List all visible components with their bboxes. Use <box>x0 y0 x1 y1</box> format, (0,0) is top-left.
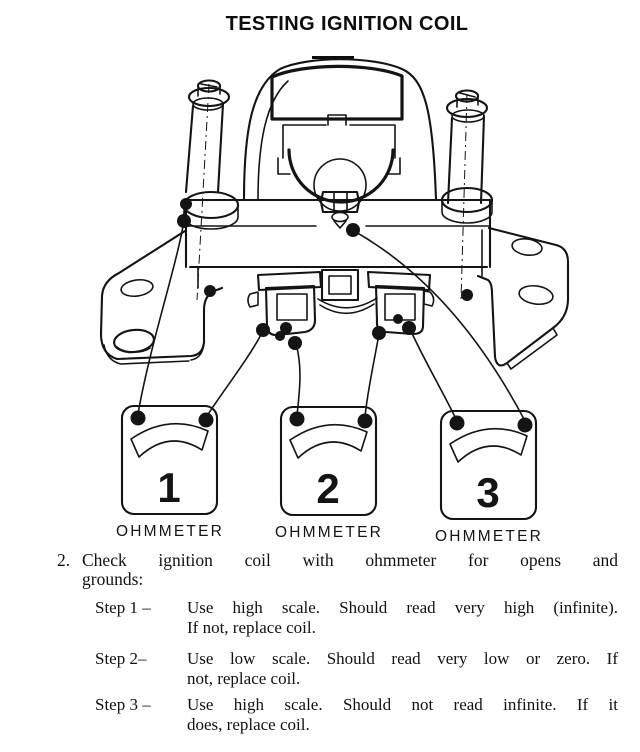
ohmmeter-scale <box>290 425 367 458</box>
ohmmeter-terminal-left <box>131 411 146 426</box>
mounting-bracket-left <box>101 231 222 364</box>
coil-dome <box>244 59 436 211</box>
ohmmeter-1 <box>116 406 224 540</box>
ohmmeter-scale <box>450 429 527 462</box>
page-title: TESTING IGNITION COIL <box>225 13 469 35</box>
test-lead-tower-to-meter3 <box>354 231 525 421</box>
connection-dot-right-terminal-b <box>402 321 416 335</box>
test-lead-rightterminal-to-meter3 <box>410 329 456 419</box>
step-description <box>187 649 618 689</box>
step-label: Step 3 – <box>95 695 151 714</box>
step-description-line1: Use high scale. Should read very high (infinite). <box>187 598 618 617</box>
ohmmeter-number: 2 <box>316 465 340 512</box>
step-description-line2: not, replace coil. <box>187 669 301 688</box>
test-lead-wires <box>138 221 525 421</box>
ohmmeter-number: 1 <box>157 464 181 511</box>
ohmmeter-label: OHMMETER <box>115 523 225 540</box>
ohmmeter-scale <box>131 424 208 457</box>
ohmmeter-3 <box>435 411 543 545</box>
step-description-line2: does, replace coil. <box>187 715 310 734</box>
mounting-bracket-right <box>478 228 568 369</box>
step-description-line1: Use high scale. Should not read infinite. If it <box>187 695 618 714</box>
item-text-line1: Check ignition coil with ohmmeter for opens and <box>82 550 618 570</box>
step-description <box>187 695 618 735</box>
ohmmeter-terminal-right <box>358 414 373 429</box>
coil-body-illustration <box>101 59 568 369</box>
ohmmeter-terminal-left <box>290 412 305 427</box>
step-label: Step 1 – <box>95 598 151 617</box>
item-text <box>82 551 618 589</box>
connection-dot-ht-tower <box>346 223 360 237</box>
item-number: 2. <box>57 550 71 570</box>
ohmmeter-terminal-right <box>518 418 533 433</box>
coil-ht-tower <box>321 192 359 228</box>
step-description-line1: Use low scale. Should read very low or zero. If <box>187 649 618 668</box>
step-description-line2: If not, replace coil. <box>187 618 316 637</box>
ohmmeter-2 <box>275 407 383 541</box>
test-lead-rightterminal-to-meter2 <box>365 334 379 417</box>
connection-dot-left-terminal-a <box>256 323 270 337</box>
ohmmeter-terminal-right <box>199 413 214 428</box>
connection-dot-left-terminal-b <box>288 336 302 350</box>
ohmmeter-label: OHMMETER <box>434 528 544 545</box>
test-lead-frame-to-meter1 <box>138 221 184 414</box>
ohmmeter-terminal-left <box>450 416 465 431</box>
ohmmeter-label: OHMMETER <box>274 524 384 541</box>
ohmmeter-number: 3 <box>476 469 500 516</box>
item-text-line2: grounds: <box>82 569 144 589</box>
step-description <box>187 598 618 638</box>
bolt-right <box>442 91 492 301</box>
coil-mounting-band <box>186 200 490 267</box>
step-label: Step 2– <box>95 649 147 668</box>
primary-terminal-right <box>368 272 434 334</box>
test-lead-leftterminal-to-meter1 <box>207 331 263 416</box>
test-lead-leftterminal-to-meter2 <box>296 344 300 415</box>
